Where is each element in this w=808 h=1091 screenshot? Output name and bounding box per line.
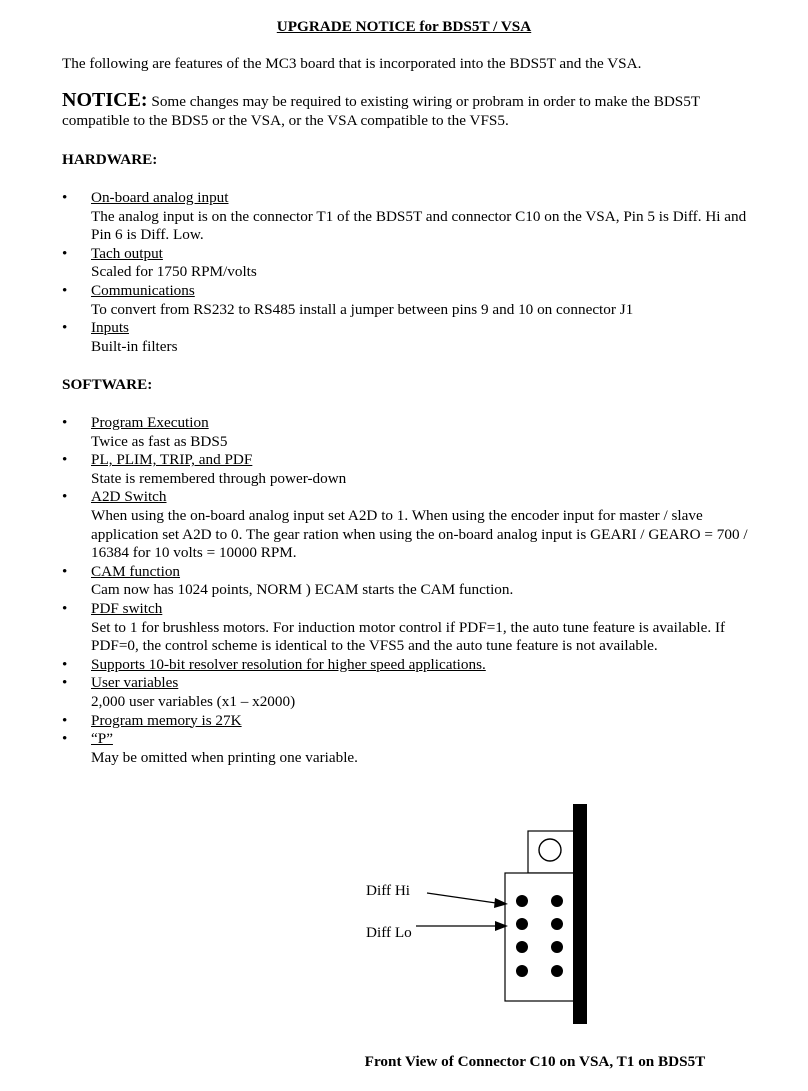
- item-title: User variables: [91, 674, 179, 692]
- list-item: [62, 600, 762, 656]
- item-description: Scaled for 1750 RPM/volts: [91, 263, 257, 281]
- item-description: 2,000 user variables (x1 – x2000): [91, 692, 296, 710]
- bullet-icon: •: [62, 414, 68, 431]
- bullet-icon: •: [62, 189, 68, 206]
- pin: [516, 895, 528, 907]
- bullet-icon: •: [62, 730, 68, 748]
- software-list: [62, 414, 762, 767]
- item-description: State is remembered through power-down: [91, 469, 347, 487]
- bullet-icon: •: [62, 655, 68, 673]
- item-title: “P”: [91, 730, 113, 748]
- list-item: [62, 563, 762, 600]
- item-title: Program memory is 27K: [91, 711, 242, 729]
- list-item: [62, 451, 762, 488]
- pin: [516, 941, 528, 953]
- item-description: Cam now has 1024 points, NORM ) ECAM starts the CAM function.: [91, 581, 514, 599]
- notice-text: Some changes may be required to existing wiring or probram in order to make the BDS5T compatible to the BDS5 or the VSA, or the VSA compatible to the VFS5.: [62, 93, 700, 129]
- document-title: UPGRADE NOTICE for BDS5T / VSA: [276, 18, 532, 35]
- panel-edge: [573, 804, 587, 1024]
- diagram-caption: Front View of Connector C10 on VSA, T1 on BDS5T: [364, 1053, 706, 1070]
- list-item: [62, 319, 762, 356]
- bullet-icon: •: [62, 281, 68, 299]
- list-item: [62, 488, 762, 562]
- list-item: [62, 674, 762, 711]
- pin: [551, 895, 563, 907]
- software-heading: SOFTWARE:: [62, 376, 153, 393]
- diff-lo-label: Diff Lo: [366, 924, 412, 941]
- pin: [516, 965, 528, 977]
- item-title: On-board analog input: [91, 189, 229, 206]
- list-item: [62, 656, 762, 675]
- connector-body: [505, 873, 575, 1001]
- item-title: PDF switch: [91, 599, 163, 617]
- bullet-icon: •: [62, 562, 68, 580]
- item-title: Supports 10-bit resolver resolution for higher speed applications.: [91, 655, 486, 673]
- item-title: CAM function: [91, 562, 181, 580]
- list-item: [62, 712, 762, 731]
- item-title: PL, PLIM, TRIP, and PDF: [91, 451, 253, 469]
- item-description: Built-in filters: [91, 337, 178, 355]
- list-item: [62, 189, 762, 245]
- item-title: Communications: [91, 281, 195, 299]
- connector-diagram: [350, 800, 600, 1030]
- diff-hi-label: Diff Hi: [366, 882, 411, 899]
- item-title: Inputs: [91, 319, 129, 337]
- hardware-list: [62, 189, 762, 356]
- item-description: To convert from RS232 to RS485 install a jumper between pins 9 and 10 on connector J1: [91, 300, 634, 318]
- item-description: Twice as fast as BDS5: [91, 432, 228, 450]
- item-description: May be omitted when printing one variable.: [91, 748, 358, 766]
- pin: [516, 918, 528, 930]
- bullet-icon: •: [62, 711, 68, 729]
- item-description: Set to 1 for brushless motors. For induction motor control if PDF=1, the auto tune feature is available. If PDF=0, the control scheme is identical to the VFS5 and the auto tune feature is not available.: [91, 618, 726, 655]
- list-item: [62, 730, 762, 767]
- bullet-icon: •: [62, 674, 68, 692]
- notice-paragraph: [62, 91, 762, 130]
- bullet-icon: •: [62, 451, 68, 469]
- item-title: Program Execution: [91, 414, 209, 431]
- bullet-icon: •: [62, 488, 68, 506]
- item-title: Tach output: [91, 244, 163, 262]
- pin: [551, 941, 563, 953]
- bullet-icon: •: [62, 319, 68, 337]
- hardware-heading: HARDWARE:: [62, 151, 158, 168]
- list-item: [62, 282, 762, 319]
- mounting-hole-icon: [539, 839, 561, 861]
- item-description: When using the on-board analog input set A2D to 1. When using the encoder input for master / slave application set A2D to 0. The gear ration when using the on-board analog input is GEARI / GEARO = 700 / 16384 for 10 volts = 10000 RPM.: [91, 506, 748, 562]
- diff-hi-arrow: [427, 893, 496, 903]
- bullet-icon: •: [62, 599, 68, 617]
- list-item: [62, 414, 762, 451]
- pin: [551, 965, 563, 977]
- pin: [551, 918, 563, 930]
- item-description: The analog input is on the connector T1 of the BDS5T and connector C10 on the VSA, Pin 5 is Diff. Hi and Pin 6 is Diff. Low.: [91, 207, 747, 244]
- list-item: [62, 245, 762, 282]
- bullet-icon: •: [62, 244, 68, 262]
- notice-label: NOTICE:: [62, 89, 148, 111]
- item-title: A2D Switch: [91, 488, 167, 506]
- intro-paragraph: The following are features of the MC3 board that is incorporated into the BDS5T and the VSA.: [62, 55, 642, 72]
